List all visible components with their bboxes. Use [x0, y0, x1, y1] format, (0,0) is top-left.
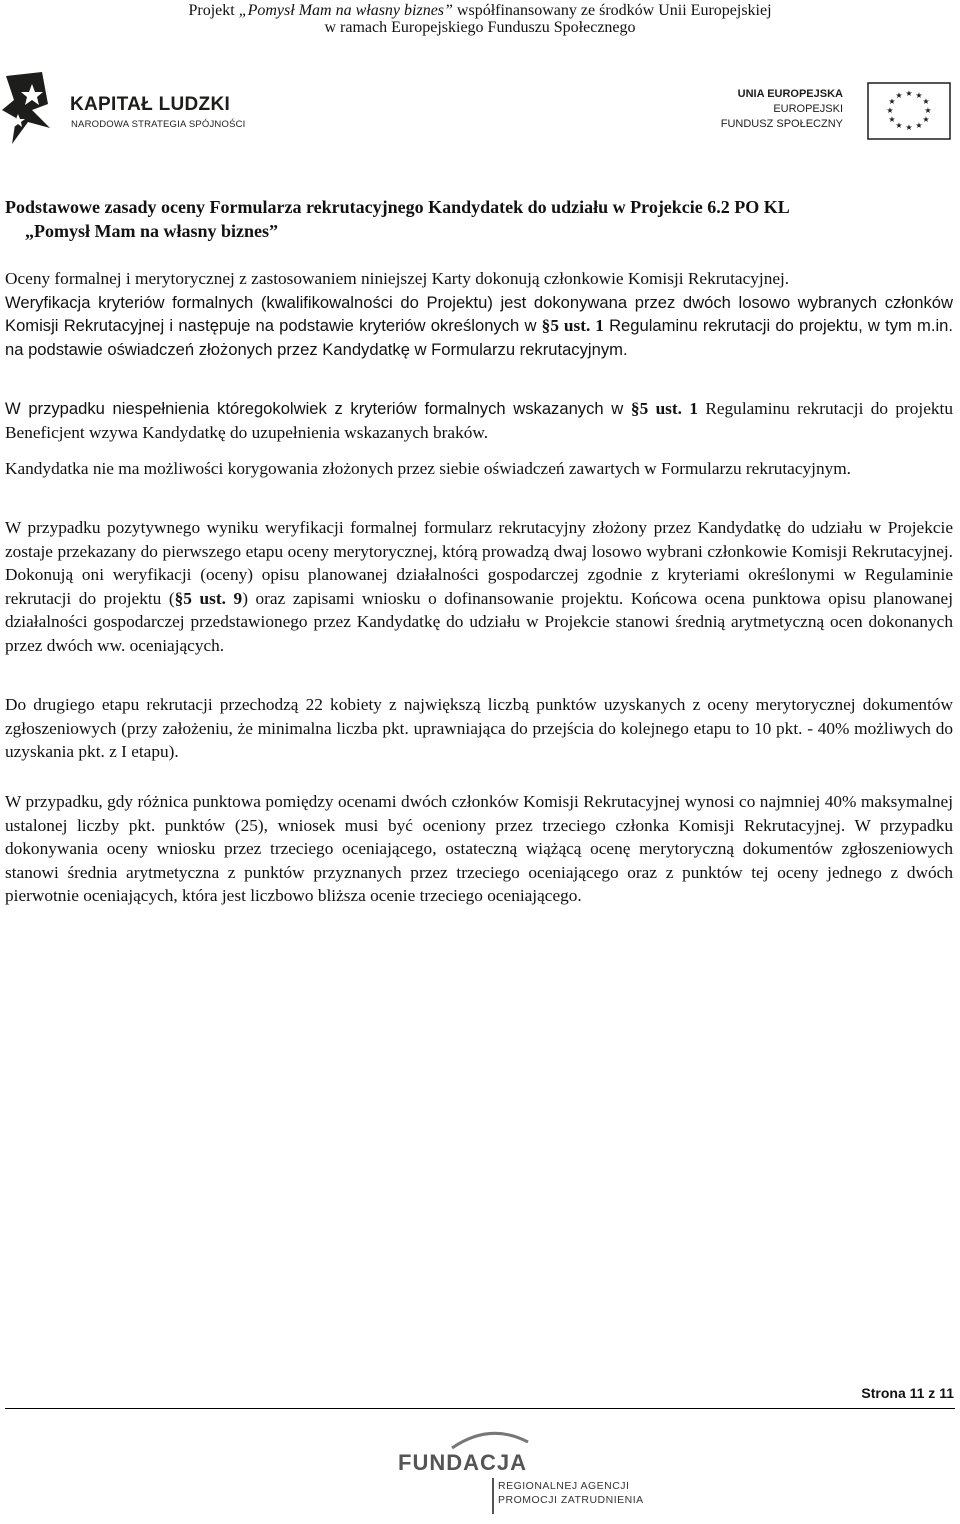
title-line-1: Podstawowe zasady oceny Formularza rekrutacyjnego Kandydatek do udziału w Projekcie 6.2 PO KL	[5, 197, 790, 217]
fundacja-rapz-logo	[390, 1428, 660, 1518]
svg-text:★: ★	[886, 106, 894, 115]
paragraph-3: Kandydatka nie ma możliwości korygowania złożonych przez siebie oświadczeń zawartych w Formularzu rekrutacyjnym.	[5, 459, 851, 478]
svg-text:★: ★	[915, 91, 923, 100]
eu-logo-line-2: EUROPEJSKI	[773, 103, 843, 115]
paragraph-1-body: Weryfikacja kryteriów formalnych (kwalifikowalności do Projektu) jest dokonywana przez dwóch losowo wybranych członków Komisji Rekrutacyjnej i następuje na podstawie kryteriów określonych w §5 ust. 1 Regulaminu rekrutacji do projektu, w tym m.in. na podstawie oświadczeń złożonych przez Kandydatkę w Formularzu rekrutacyjnym.	[5, 292, 953, 359]
paragraph-2: W przypadku niespełnienia któregokolwiek z kryteriów formalnych wskazanych w §5 ust. 1 Regulaminu rekrutacji do projektu Beneficjent wzywa Kandydatkę do uzupełnienia wskazanych braków.	[5, 399, 953, 442]
fundacja-name: FUNDACJA	[398, 1450, 527, 1475]
paragraph-1-intro: Oceny formalnej i merytorycznej z zastosowaniem niniejszej Karty dokonują członkowie Komisji Rekrutacyjnej.	[5, 269, 790, 288]
svg-text:★: ★	[905, 89, 913, 98]
eu-logo	[720, 82, 955, 142]
logo-subtitle: NARODOWA STRATEGIA SPÓJNOŚCI	[71, 119, 246, 130]
paragraph-6: W przypadku, gdy różnica punktowa pomiędzy ocenami dwóch członków Komisji Rekrutacyjnej wynosi co najmniej 40% maksymalnej ustalonej liczby pkt. punktów (25), wniosek musi być oceniony przez trzeciego członka Komisji Rekrutacyjnej. W przypadku dokonywania oceny wniosku przez trzeciego oceniającego, ostateczną wiążącą ocenę merytoryczną dokumentów zgłoszeniowych stanowi średnia arytmetyczna z punktów przyznanych przez trzeciego oceniającego oraz z punktów tej oceny jednego z dwóch pierwotnie oceniających, która jest liczbowo bliższa ocenie trzeciego oceniającego.	[5, 792, 953, 905]
logo-divider	[492, 1478, 494, 1514]
title-line-2: „Pomysł Mam na własny biznes”	[25, 220, 279, 241]
header-prefix: Projekt	[188, 2, 239, 19]
svg-text:★: ★	[888, 97, 896, 106]
footer-divider	[5, 1408, 955, 1409]
document-title	[5, 196, 953, 243]
paragraph-1	[5, 267, 953, 361]
svg-text:★: ★	[888, 115, 896, 124]
page-number: Strona 11 z 11	[861, 1385, 954, 1401]
paragraph-5: Do drugiego etapu rekrutacji przechodzą 22 kobiety z największą liczbą punktów uzyskanych z oceny merytorycznej dokumentów zgłoszeniowych (przy założeniu, że minimalna liczba pkt. uprawniająca do przejścia do kolejnego etapu to 10 pkt. - 40% możliwych do uzyskania pkt. z I etapu).	[5, 695, 953, 761]
svg-text:★: ★	[922, 97, 930, 106]
kapital-ludzki-logo	[2, 70, 262, 150]
star-figure-icon	[2, 70, 64, 150]
logo-title: KAPITAŁ LUDZKI	[70, 94, 231, 115]
eu-logo-line-1: UNIA EUROPEJSKA	[737, 88, 843, 100]
fundacja-line-2: PROMOCJI ZATRUDNIENIA	[498, 1494, 644, 1506]
svg-text:★: ★	[915, 121, 923, 130]
eu-flag-icon	[867, 82, 951, 140]
header-line-2: w ramach Europejskiego Funduszu Społecznego	[324, 19, 636, 36]
svg-text:★: ★	[895, 91, 903, 100]
fundacja-line-1: REGIONALNEJ AGENCJI	[498, 1480, 630, 1492]
header-project-name: „Pomysł Mam na własny biznes”	[238, 2, 453, 19]
svg-text:★: ★	[895, 121, 903, 130]
fundacja-swoosh-icon	[450, 1428, 530, 1450]
svg-text:★: ★	[924, 106, 932, 115]
svg-text:★: ★	[922, 115, 930, 124]
eu-logo-line-3: FUNDUSZ SPOŁECZNY	[720, 118, 843, 130]
svg-text:★: ★	[905, 123, 913, 132]
header-suffix: współfinansowany ze środków Unii Europejskiej	[452, 2, 772, 19]
paragraph-4: W przypadku pozytywnego wyniku weryfikacji formalnej formularz rekrutacyjny złożony przez Kandydatkę do udziału w Projekcie zostaje przekazany do pierwszego etapu oceny merytorycznej, którą prowadzą dwaj losowo wybrani członkowie Komisji Rekrutacyjnej. Dokonują oni weryfikacji (oceny) opisu planowanej działalności gospodarczej zgodnie z kryteriami określonymi w Regulaminie rekrutacji do projektu (§5 ust. 9) oraz zapisami wniosku o dofinansowanie projektu. Końcowa ocena punktowa opisu planowanej działalności gospodarczej przedstawionego przez Kandydatkę do udziału w Projekcie stanowi średnią arytmetyczną ocen dokonanych przez dwóch ww. oceniających.	[5, 518, 954, 655]
